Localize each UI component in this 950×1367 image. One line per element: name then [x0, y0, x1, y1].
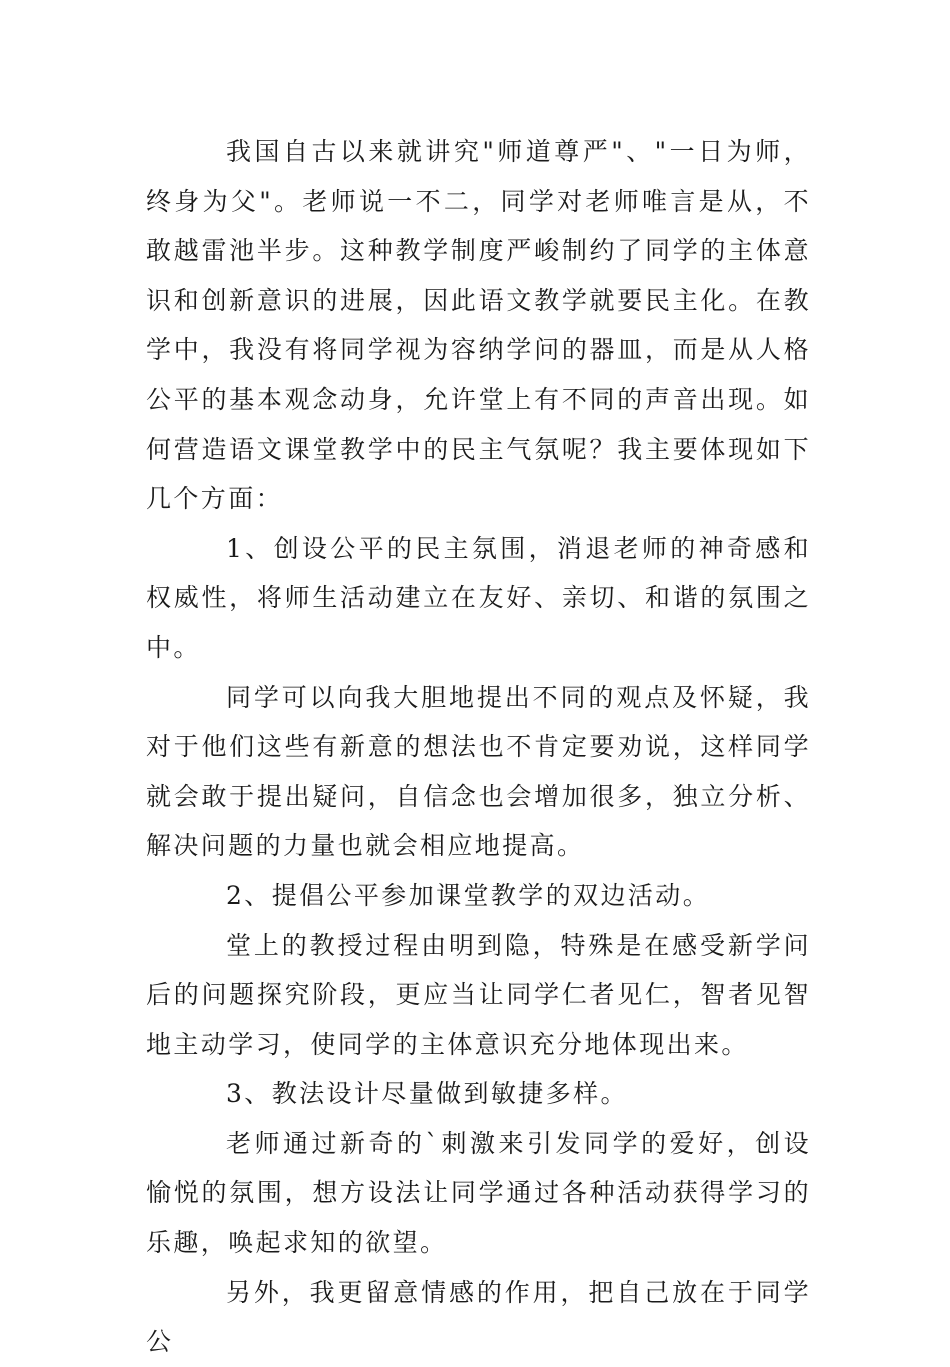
- paragraph-point-3-detail: 老师通过新奇的`刺激来引发同学的爱好，创设愉悦的氛围，想方设法让同学通过各种活动获得学习的乐趣，唤起求知的欲望。: [146, 1128, 811, 1258]
- paragraph-point-1: 1、创设公平的民主氛围，消退老师的神奇感和权威性，将师生活动建立在友好、亲切、和谐的氛围之中。: [146, 533, 811, 662]
- paragraph-point-1-detail: 同学可以向我大胆地提出不同的观点及怀疑，我对于他们这些有新意的想法也不肯定要劝说，这样同学就会敢于提出疑问，自信念也会增加很多，独立分析、解决问题的力量也就会相应地提高。: [146, 682, 811, 861]
- body-text: [146, 127, 811, 1367]
- paragraph-point-2-detail: 堂上的教授过程由明到隐，特殊是在感受新学问后的问题探究阶段，更应当让同学仁者见仁，智者见智地主动学习，使同学的主体意识充分地体现出来。: [146, 930, 811, 1059]
- paragraph-point-3: 3、教法设计尽量做到敏捷多样。: [226, 1079, 628, 1109]
- paragraph-additional: 另外，我更留意情感的作用，把自己放在于同学公: [146, 1277, 811, 1357]
- paragraph-intro: 我国自古以来就讲究"师道尊严"、"一日为师，终身为父"。老师说一不二，同学对老师唯言是从，不敢越雷池半步。这种教学制度严峻制约了同学的主体意识和创新意识的进展，因此语文教学就要民主化。在教学中，我没有将同学视为容纳学问的器皿，而是从人格公平的基本观念动身，允许堂上有不同的声音出现。如何营造语文课堂教学中的民主气氛呢？我主要体现如下几个方面：: [146, 137, 811, 514]
- paragraph-point-2: 2、提倡公平参加课堂教学的双边活动。: [226, 880, 711, 910]
